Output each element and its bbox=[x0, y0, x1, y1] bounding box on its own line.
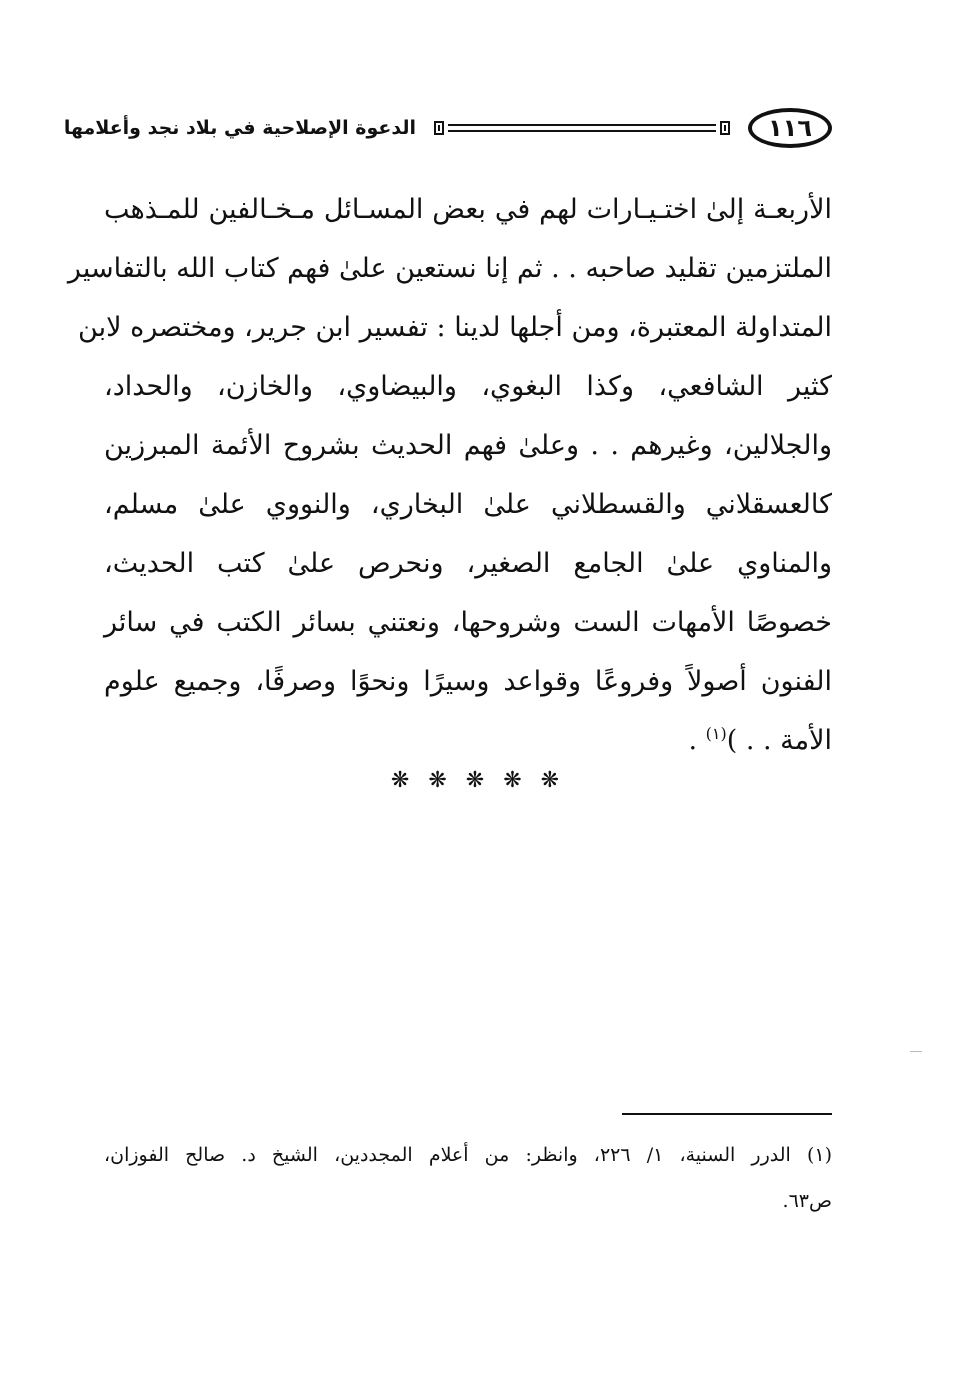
header-ornamental-rule bbox=[432, 121, 732, 135]
body-line: كالعسقلاني والقسطلاني علىٰ البخاري، والنووي علىٰ مسلم، bbox=[104, 489, 832, 520]
body-line: كثير الشافعي، وكذا البغوي، والبيضاوي، والخازن، والحداد، bbox=[104, 371, 832, 402]
footnote-divider bbox=[622, 1113, 832, 1115]
page-number-badge bbox=[748, 108, 832, 148]
section-separator-stars: ❋ ❋ ❋ ❋ ❋ bbox=[390, 768, 566, 793]
rule-cap-right-ornament-icon bbox=[720, 121, 730, 135]
body-line: المتداولة المعتبرة، ومن أجلها لدينا : تفسير ابن جرير، ومختصره لابن bbox=[78, 312, 832, 343]
running-title: الدعوة الإصلاحية في بلاد نجد وأعلامها bbox=[63, 117, 416, 139]
body-line: خصوصًا الأمهات الست وشروحها، ونعتني بسائر الكتب في سائر bbox=[104, 607, 832, 638]
footnote-reference[interactable]: (١) bbox=[705, 724, 727, 743]
footnote-last-line: ص٦٣. bbox=[782, 1190, 832, 1212]
body-last-line-text: الأمة . . ) bbox=[726, 725, 832, 756]
body-text bbox=[67, 180, 832, 770]
body-line: الملتزمين تقليد صاحبه . . ثم إنا نستعين علىٰ فهم كتاب الله بالتفاسير bbox=[67, 253, 832, 284]
body-last-line bbox=[104, 711, 832, 770]
body-line: والمناوي علىٰ الجامع الصغير، ونحرص علىٰ كتب الحديث، bbox=[104, 548, 832, 579]
page-number: ١١٦ bbox=[768, 114, 812, 142]
rule-cap-left-ornament-icon bbox=[434, 121, 444, 135]
footnote-line: (١) الدرر السنية، ١/ ٢٢٦، وانظر: من أعلام المجددين، الشيخ د. صالح الفوزان، bbox=[104, 1144, 832, 1166]
rule-line-top bbox=[448, 124, 716, 126]
body-line: الأربعـة إلىٰ اختـيـارات لهم في بعض المسـائل مـخـالفين للمـذهب bbox=[104, 194, 832, 225]
rule-line-bottom bbox=[448, 130, 716, 132]
body-last-line-end: . bbox=[688, 725, 706, 756]
page-header bbox=[63, 108, 832, 152]
body-line: الفنون أصولاً وفروعًا وقواعد وسيرًا ونحوًا وصرفًا، وجميع علوم bbox=[104, 666, 832, 697]
margin-mark bbox=[910, 1051, 922, 1052]
footnotes bbox=[104, 1132, 832, 1224]
body-line: والجلالين، وغيرهم . . وعلىٰ فهم الحديث بشروح الأئمة المبرزين bbox=[104, 430, 832, 461]
